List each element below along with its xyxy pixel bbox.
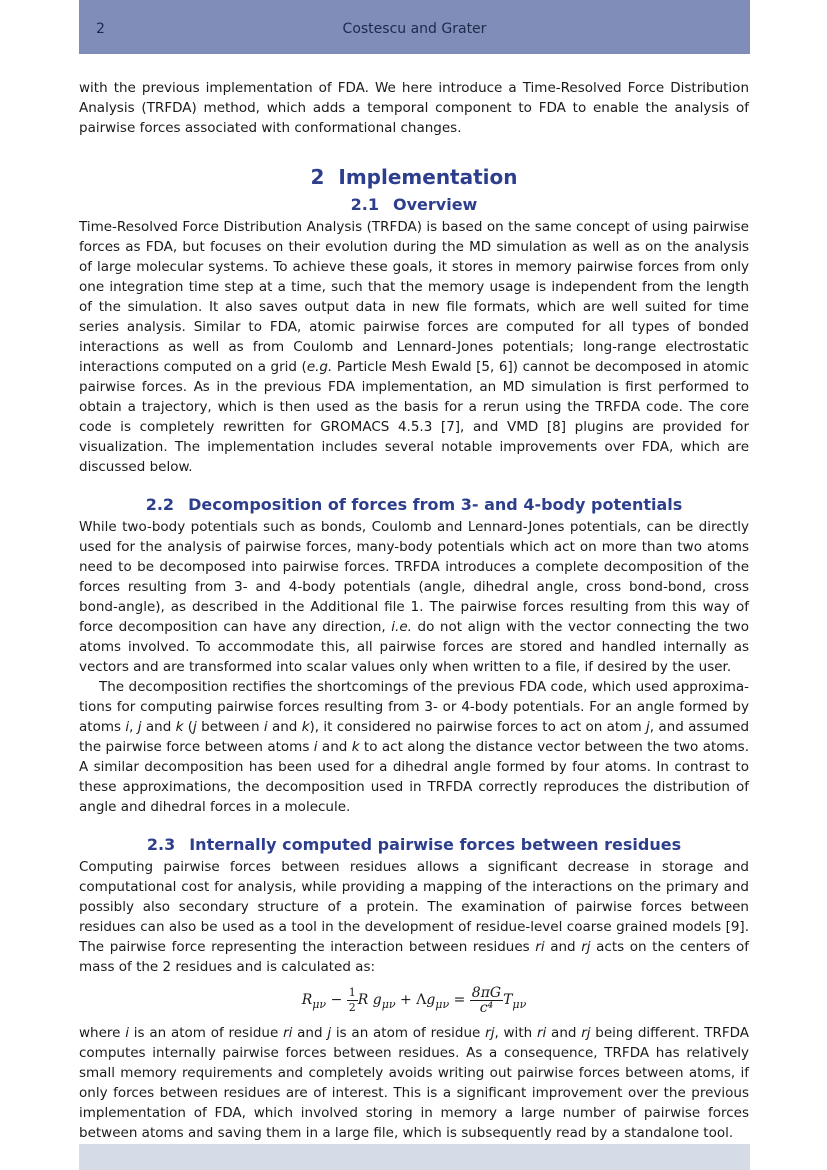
decomposition-paragraph-1: While two-body potentials such as bonds, Coulomb and Lennard-Jones potentials, can be directly used for the analysis of pairwise forces, many-body potentials which act on more than two atoms need to be decomposed into pairwise forces. TRFDA introduces a complete decomposition of the forces resulting from 3- and 4-body potentials (angle, dihedral angle, cross bond-bond, cross bond-angle), as described in the Additional file 1. The pairwise forces resulting from this way of force decomposition can have any direction, i.e. do not align with the vector connecting the two atoms involved. To accommodate this, all pairwise forces are stored and handled internally as vectors and are transformed into scalar values only when written to a file, if desired by the user. bbox=[79, 519, 749, 675]
footer-bar bbox=[79, 1144, 750, 1170]
equation: $R_{\mu\nu}$ − $\frac{1}{2}$ R $g_{\mu\nu} + \Lambda g_{\mu\nu}$ = $\frac{8\pi G}{\text{c⁴}}$ $T_{\mu\nu}$ bbox=[301, 984, 527, 1016]
subsection-heading-residues bbox=[79, 834, 749, 856]
intro-paragraph: with the previous implementation of FDA. We here introduce a Time-Resolved Force Distribution Analysis (TRFDA) method, which adds a temporal component to FDA to enable the analysis of pairwise forces associated with conformational changes. bbox=[79, 80, 749, 136]
page-number: 2 bbox=[96, 21, 105, 37]
running-head: Costescu and Grater bbox=[342, 21, 487, 37]
header-bar bbox=[79, 0, 750, 54]
subsection-number: 2.2 bbox=[145, 495, 175, 514]
overview-paragraph: Time-Resolved Force Distribution Analysis (TRFDA) is based on the same concept of using pairwise forces as FDA, but focuses on their evolution during the MD simulation as well as on the analysis of large molecular systems. To achieve these goals, it stores in memory pairwise forces from only one integration time step at a time, such that the memory usage is independent from the length of the simulation. It also saves output data in new file formats, which are well suited for time series analysis. Similar to FDA, atomic pairwise forces are computed for all types of bonded interactions as well as from Coulomb and Lennard-Jones potentials; long-range electrostatic interactions computed on a grid (e.g. Particle Mesh Ewald [5, 6]) cannot be decomposed in atomic pairwise forces. As in the previous FDA implementation, an MD simulation is first performed to obtain a trajectory, which is then used as the basis for a rerun using the TRFDA code. The core code is completely rewritten for GROMACS 4.5.3 [7], and VMD [8] plugins are provided for visualization. The implementation includes several notable improvements over FDA, which are discussed below. bbox=[79, 219, 750, 475]
subsection-title: Decomposition of forces from 3- and 4-body potentials bbox=[188, 495, 683, 514]
subsection-title: Internally computed pairwise forces between residues bbox=[189, 835, 682, 854]
section-heading bbox=[79, 164, 749, 190]
subsection-number: 2.3 bbox=[146, 835, 176, 854]
subsection-title: Overview bbox=[393, 195, 478, 214]
residues-paragraph-1: Computing pairwise forces between residues allows a significant decrease in storage and computational cost for analysis, while providing a mapping of the interactions on the primary and possibly also secondary structure of a protein. The examination of pairwise forces between residues can also be used as a tool in the development of residue-level coarse grained models [9]. The pairwise force representing the interaction between residues ri and rj acts on the centers of mass of the 2 residues and is calculated as: bbox=[79, 859, 750, 975]
residues-paragraph-2: where i is an atom of residue ri and j is an atom of residue rj, with ri and rj being different. TRFDA computes internally pairwise forces between residues. As a consequence, TRFDA has relatively small memory requirements and completely avoids writing out pairwise forces between atoms, if only forces between residues are of interest. This is a significant improvement over the previous implementation of FDA, which involved storing in memory a large number of pairwise forces between atoms and saving them in a large file, which is subsequently read by a standalone tool. bbox=[79, 1025, 750, 1141]
section-number: 2 bbox=[310, 165, 325, 189]
decomposition-paragraph-2: The decomposition rectifies the shortcomings of the previous FDA code, which used approxima-tions for computing pairwise forces resulting from 3- or 4-body potentials. For an angle formed by atoms i, j and k (j between i and k), it considered no pairwise forces to act on atom j, and assumed the pairwise force between atoms i and k to act along the distance vector between the two atoms. A similar decomposition has been used for a dihedral angle formed by four atoms. In contrast to these approximations, the decomposition used in TRFDA correctly reproduces the distribution of angle and dihedral forces in a molecule. bbox=[79, 679, 750, 815]
section-title: Implementation bbox=[338, 165, 518, 189]
subsection-number: 2.1 bbox=[350, 195, 379, 214]
subsection-heading-overview bbox=[79, 194, 749, 216]
page-body bbox=[79, 78, 749, 1143]
subsection-heading-decomposition bbox=[79, 494, 749, 516]
